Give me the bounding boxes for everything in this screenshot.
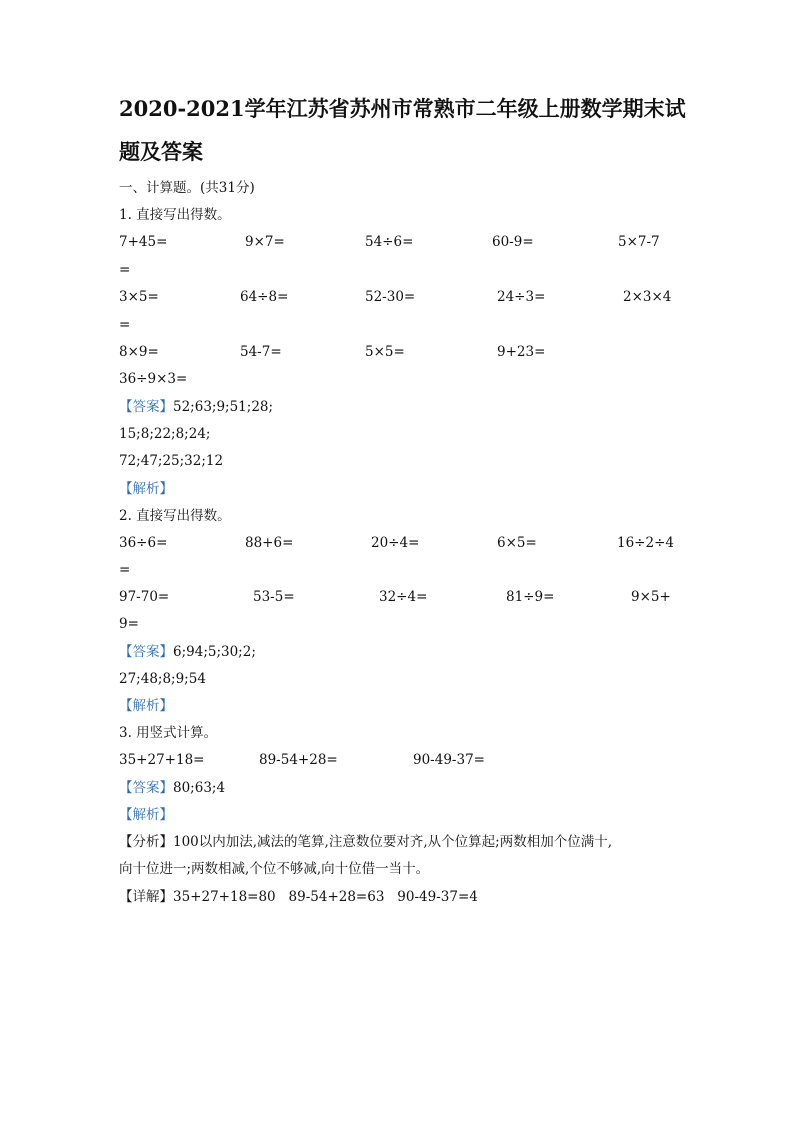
q1-row-1-wrap: =	[119, 262, 131, 278]
answer-text: 80;63;4	[173, 780, 226, 796]
q1-row-1	[0, 233, 793, 251]
q1-answer-line-2: 15;8;22;8;24;	[119, 426, 211, 442]
q3-row-1	[0, 751, 793, 769]
answer-tag: 【答案】	[119, 780, 173, 796]
q2-expression: 32÷4=	[379, 589, 428, 605]
answer-tag: 【答案】	[119, 399, 173, 415]
xiangjie-tag: 【详解】	[119, 889, 173, 905]
q3-expression: 90-49-37=	[413, 752, 485, 768]
q1-analysis-tag: 【解析】	[119, 481, 173, 497]
q1-expression: 5×7-7	[618, 234, 660, 250]
q1-answer	[119, 398, 273, 416]
q2-row-2	[0, 588, 793, 606]
q1-expression: 52-30=	[365, 289, 416, 305]
section-heading: 一、计算题。(共31分)	[119, 180, 255, 196]
q2-expression: 81÷9=	[506, 589, 555, 605]
document-title-line-1: 2020-2021学年江苏省苏州市常熟市二年级上册数学期末试	[119, 96, 686, 121]
q2-expression: 6×5=	[497, 535, 537, 551]
q1-expression: 8×9=	[119, 344, 159, 360]
q1-expression: 54÷6=	[365, 234, 414, 250]
q3-heading: 3. 用竖式计算。	[119, 725, 218, 741]
q2-row-2-wrap: 9=	[119, 616, 139, 632]
q1-expression: 9+23=	[497, 344, 546, 360]
q1-expression: 64÷8=	[240, 289, 289, 305]
q2-answer	[119, 643, 256, 661]
q1-expression: 7+45=	[119, 234, 168, 250]
fenxi-text: 100以内加法,减法的笔算,注意数位要对齐,从个位算起;两数相加个位满十,	[173, 834, 612, 850]
document-title-line-2: 题及答案	[119, 139, 203, 164]
answer-text: 52;63;9;51;28;	[173, 399, 274, 415]
q2-expression: 36÷6=	[119, 535, 168, 551]
q1-expression: 3×5=	[119, 289, 159, 305]
q2-row-1-wrap: =	[119, 562, 131, 578]
q2-expression: 88+6=	[245, 535, 294, 551]
q3-expression: 89-54+28=	[259, 752, 338, 768]
q1-row-2	[0, 288, 793, 306]
q3-xiangjie	[119, 888, 478, 906]
q2-expression: 16÷2÷4	[617, 535, 674, 551]
q1-expression: 5×5=	[365, 344, 405, 360]
q1-row-4: 36÷9×3=	[119, 371, 188, 387]
q2-answer-line-2: 27;48;8;9;54	[119, 671, 206, 687]
q1-expression: 9×7=	[245, 234, 285, 250]
q1-row-2-wrap: =	[119, 317, 131, 333]
q2-expression: 20÷4=	[371, 535, 420, 551]
q3-fenxi-line-2: 向十位进一;两数相减,个位不够减,向十位借一当十。	[119, 861, 430, 877]
q1-expression: 54-7=	[240, 344, 282, 360]
answer-text: 6;94;5;30;2;	[173, 644, 256, 660]
q2-expression: 9×5+	[631, 589, 671, 605]
q2-row-1	[0, 534, 793, 552]
fenxi-tag: 【分析】	[119, 834, 173, 850]
q2-analysis-tag: 【解析】	[119, 698, 173, 714]
q2-heading: 2. 直接写出得数。	[119, 508, 231, 524]
answer-tag: 【答案】	[119, 644, 173, 660]
q3-fenxi	[119, 833, 612, 851]
q1-row-3	[0, 343, 793, 361]
q1-heading: 1. 直接写出得数。	[119, 207, 231, 223]
q1-expression: 2×3×4	[623, 289, 672, 305]
q3-analysis-tag: 【解析】	[119, 807, 173, 823]
q1-expression: 60-9=	[492, 234, 534, 250]
q3-answer	[119, 779, 225, 797]
q2-expression: 53-5=	[253, 589, 295, 605]
xiangjie-text: 35+27+18=80 89-54+28=63 90-49-37=4	[173, 889, 478, 905]
q1-expression: 24÷3=	[497, 289, 546, 305]
q3-expression: 35+27+18=	[119, 752, 205, 768]
q1-answer-line-3: 72;47;25;32;12	[119, 453, 224, 469]
q2-expression: 97-70=	[119, 589, 170, 605]
